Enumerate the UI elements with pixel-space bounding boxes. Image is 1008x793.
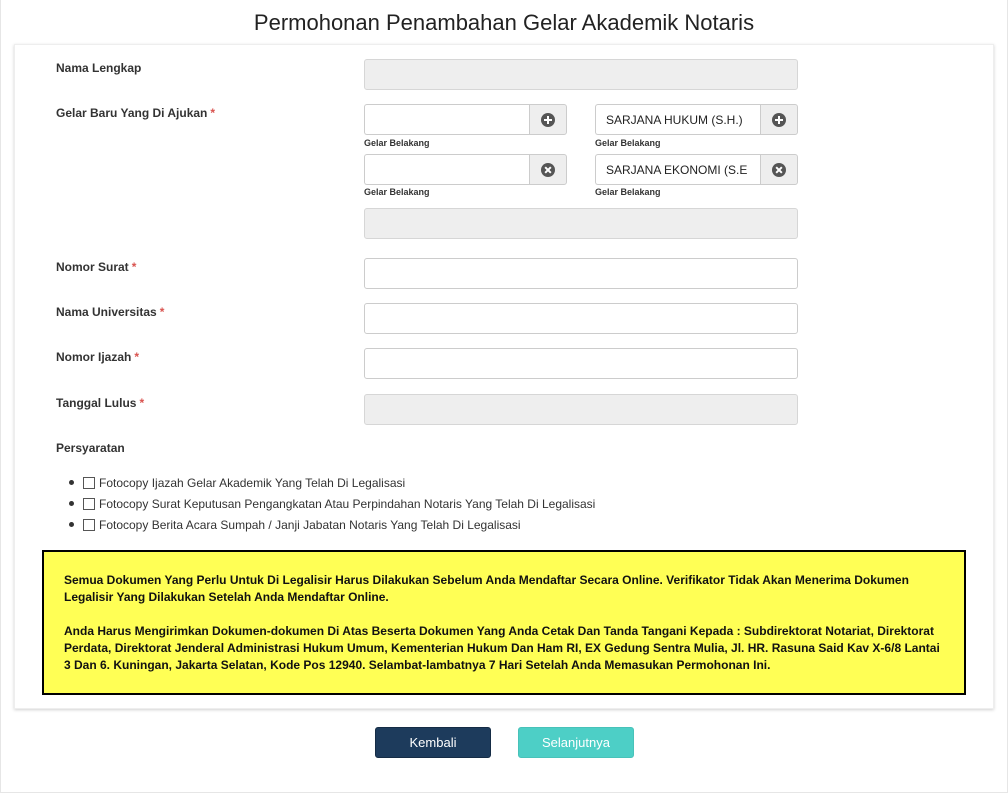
add-gelar-button[interactable] [529,104,567,135]
add-gelar-button-2[interactable] [760,104,798,135]
gelar-row2-left-input[interactable] [364,154,529,185]
required-mark: * [159,305,165,319]
times-circle-icon [772,163,786,177]
requirement-text: Fotocopy Berita Acara Sumpah / Janji Jabatan Notaris Yang Telah Di Legalisasi [99,517,521,532]
gelar-row1-right-help: Gelar Belakang [595,138,661,148]
list-item [64,493,595,514]
gelar-row1-left-input[interactable] [364,104,529,135]
nama-lengkap-input[interactable] [364,59,798,90]
tanggal-lulus-input[interactable] [364,394,798,425]
notice-paragraph-2: Anda Harus Mengirimkan Dokumen-dokumen Di Atas Beserta Dokumen Yang Anda Cetak Dan Tanda Tangani Kepada : Subdirektorat Notariat, Direktorat Perdata, Direktorat Jenderal Administrasi Hukum Umum, Kementerian Hukum Dan Ham RI, EX Gedung Sentra Mulia, Jl. HR. Rasuna Said Kav X-6/8 Lantai 3 Dan 6. Kuningan, Jakarta Selatan, Kode Pos 12940. Selambat-lambatnya 7 Hari Setelah Anda Memasukan Permohonan Ini. [64,624,940,672]
gelar-row2-right-value: SARJANA EKONOMI (S.E [606,162,748,177]
nama-lengkap-label [56,61,141,75]
next-button[interactable]: Selanjutnya [518,727,634,758]
nama-lengkap-label-text: Nama Lengkap [56,61,142,75]
nomor-ijazah-label-text: Nomor Ijazah [56,350,132,364]
bullet [69,501,74,506]
nomor-surat-label-text: Nomor Surat [56,260,129,274]
gelar-baru-label-text: Gelar Baru Yang Di Ajukan [56,106,208,120]
gelar-row2-left-group [364,154,567,185]
persyaratan-list [64,472,595,535]
nomor-ijazah-label [56,350,139,364]
gelar-row1-right-input[interactable] [595,104,760,135]
gelar-row2-right-group [595,154,798,185]
required-mark: * [134,350,140,364]
nama-universitas-label-text: Nama Universitas [56,305,157,319]
gelar-preview-input[interactable] [364,208,798,239]
requirement-text: Fotocopy Surat Keputusan Pengangkatan Atau Perpindahan Notaris Yang Telah Di Legalisasi [99,496,596,511]
remove-gelar-button-2[interactable] [760,154,798,185]
notice-box [42,550,966,695]
nama-universitas-input[interactable] [364,303,798,334]
bullet [69,480,74,485]
gelar-baru-label [56,106,215,120]
requirement-checkbox[interactable] [83,519,95,531]
nomor-surat-label [56,260,136,274]
required-mark: * [131,260,137,274]
list-item [64,472,595,493]
back-button[interactable]: Kembali [375,727,491,758]
gelar-row1-right-group [595,104,798,135]
list-item [64,514,595,535]
tanggal-lulus-label [56,396,144,410]
bullet [69,522,74,527]
gelar-row1-left-help: Gelar Belakang [364,138,430,148]
plus-circle-icon [772,113,786,127]
persyaratan-label: Persyaratan [56,441,125,455]
requirement-text: Fotocopy Ijazah Gelar Akademik Yang Telah Di Legalisasi [99,475,406,490]
nama-universitas-label [56,305,164,319]
required-mark: * [139,396,145,410]
requirement-checkbox[interactable] [83,498,95,510]
gelar-row2-left-help: Gelar Belakang [364,187,430,197]
nomor-surat-input[interactable] [364,258,798,289]
gelar-row2-right-input[interactable] [595,154,760,185]
plus-circle-icon [541,113,555,127]
required-mark: * [210,106,216,120]
tanggal-lulus-label-text: Tanggal Lulus [56,396,137,410]
requirement-checkbox[interactable] [83,477,95,489]
gelar-row1-right-value: SARJANA HUKUM (S.H.) [606,112,743,127]
notice-paragraph-1: Semua Dokumen Yang Perlu Untuk Di Legalisir Harus Dilakukan Sebelum Anda Mendaftar Secara Online. Verifikator Tidak Akan Menerima Dokumen Legalisir Yang Dilakukan Setelah Anda Mendaftar Online. [64,573,909,604]
gelar-row1-left-group [364,104,567,135]
page-title: Permohonan Penambahan Gelar Akademik Notaris [253,10,755,35]
nomor-ijazah-input[interactable] [364,348,798,379]
remove-gelar-button[interactable] [529,154,567,185]
times-circle-icon [541,163,555,177]
gelar-row2-right-help: Gelar Belakang [595,187,661,197]
